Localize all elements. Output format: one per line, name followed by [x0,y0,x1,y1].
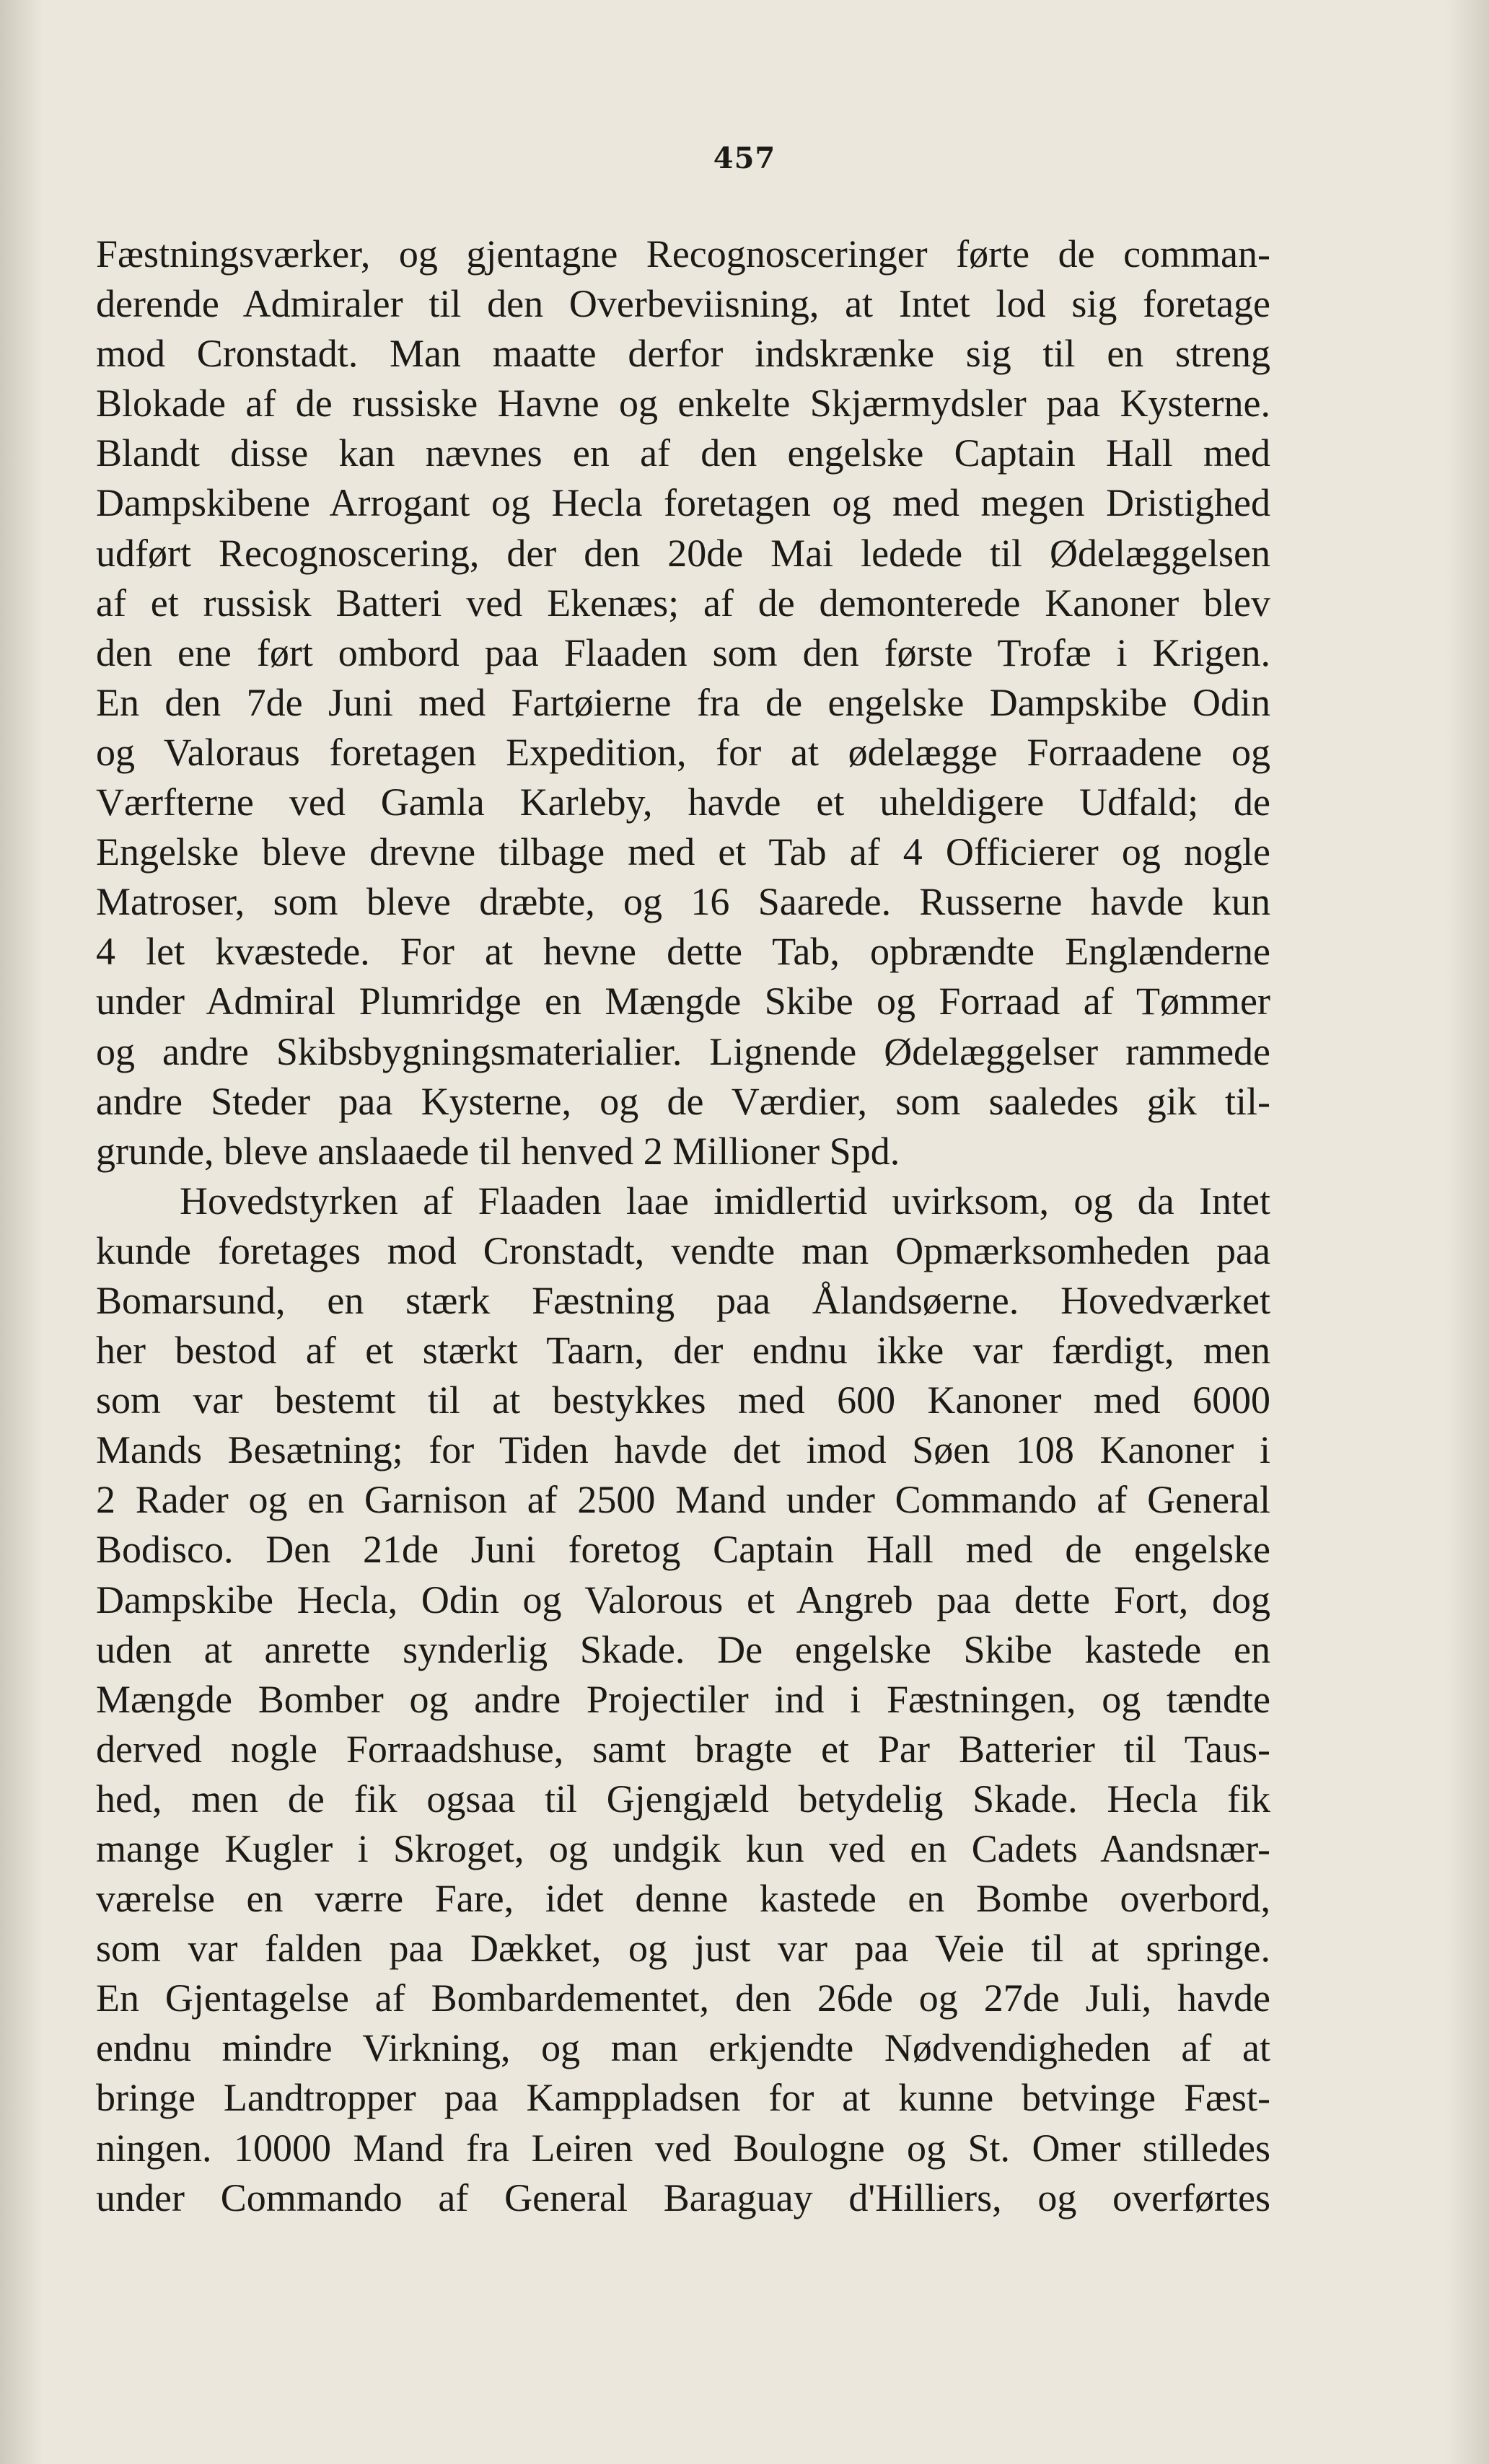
text-line: under Commando af General Baraguay d'Hilliers, og overførtes [96,2175,1270,2219]
text-line: En Gjentagelse af Bombardementet, den 26de og 27de Juli, havde [96,1976,1270,2020]
text-line: derved nogle Forraadshuse, samt bragte et Par Batterier til Taus- [96,1727,1270,1771]
text-line: 4 let kvæstede. For at hevne dette Tab, opbrændte Englænderne [96,930,1270,974]
text-line: Dampskibe Hecla, Odin og Valorous et Angreb paa dette Fort, dog [96,1578,1270,1622]
text-line: derende Admiraler til den Overbeviisning, at Intet lod sig foretage [96,282,1270,326]
text-line: ningen. 10000 Mand fra Leiren ved Boulogne og St. Omer stilledes [96,2126,1270,2170]
text-line: uden at anrette synderlig Skade. De engelske Skibe kastede en [96,1627,1270,1671]
body-text [96,229,1270,2223]
text-line: Mængde Bomber og andre Projectiler ind i Fæstningen, og tændte [96,1677,1270,1721]
text-line: her bestod af et stærkt Taarn, der endnu ikke var færdigt, men [96,1329,1270,1373]
left-edge-shadow [0,0,43,2464]
paragraph-1 [96,229,1270,1176]
paragraph-2 [96,1176,1270,2223]
text-line: bringe Landtropper paa Kamppladsen for at kunne betvinge Fæst- [96,2076,1270,2120]
text-line: Bodisco. Den 21de Juni foretog Captain Hall med de engelske [96,1528,1270,1572]
text-line: Engelske bleve drevne tilbage med et Tab af 4 Officierer og nogle [96,830,1270,874]
text-line: Blokade af de russiske Havne og enkelte Skjærmydsler paa Kysterne. [96,382,1270,426]
text-line: under Admiral Plumridge en Mængde Skibe og Forraad af Tømmer [96,980,1270,1024]
text-line: og andre Skibsbygningsmaterialier. Lignende Ødelæggelser rammede [96,1029,1270,1073]
page-number: 457 [713,141,776,175]
text-line: 2 Rader og en Garnison af 2500 Mand under Commando af General [96,1478,1270,1522]
text-line: værelse en værre Fare, idet denne kastede en Bombe overbord, [96,1877,1270,1921]
text-line: Bomarsund, en stærk Fæstning paa Ålandsøerne. Hovedværket [96,1278,1270,1322]
text-line: som var falden paa Dækket, og just var paa Veie til at springe. [96,1927,1270,1971]
text-line: En den 7de Juni med Fartøierne fra de engelske Dampskibe Odin [96,680,1270,724]
right-edge-shadow [1446,0,1489,2464]
text-line: andre Steder paa Kysterne, og de Værdier, som saaledes gik til- [96,1079,1270,1123]
text-line: Fæstningsværker, og gjentagne Recognosceringer førte de comman- [96,232,1270,276]
text-line: endnu mindre Virkning, og man erkjendte Nødvendigheden af at [96,2026,1270,2070]
text-line: Blandt disse kan nævnes en af den engelske Captain Hall med [96,431,1270,475]
text-line: Hovedstyrken af Flaaden laae imidlertid uvirksom, og da Intet [180,1179,1270,1223]
text-line: udført Recognoscering, der den 20de Mai ledede til Ødelæggelsen [96,531,1270,575]
text-line: og Valoraus foretagen Expedition, for at ødelægge Forraadene og [96,730,1270,774]
text-line: Værfterne ved Gamla Karleby, havde et uheldigere Udfald; de [96,780,1270,824]
text-line: kunde foretages mod Cronstadt, vendte man Opmærksomheden paa [96,1228,1270,1272]
text-line: Mands Besætning; for Tiden havde det imod Søen 108 Kanoner i [96,1428,1270,1472]
text-line: som var bestemt til at bestykkes med 600 Kanoner med 6000 [96,1378,1270,1422]
text-line: mod Cronstadt. Man maatte derfor indskrænke sig til en streng [96,332,1270,376]
text-line: hed, men de fik ogsaa til Gjengjæld betydelig Skade. Hecla fik [96,1777,1270,1821]
text-line: Dampskibene Arrogant og Hecla foretagen og med megen Dristighed [96,481,1270,525]
text-line: grunde, bleve anslaaede til henved 2 Millioner Spd. [96,1129,900,1173]
text-line: den ene ført ombord paa Flaaden som den første Trofæ i Krigen. [96,630,1270,674]
text-line: Matroser, som bleve dræbte, og 16 Saarede. Russerne havde kun [96,880,1270,924]
text-line: af et russisk Batteri ved Ekenæs; af de demonterede Kanoner blev [96,581,1270,625]
text-line: mange Kugler i Skroget, og undgik kun ved en Cadets Aandsnær- [96,1827,1270,1870]
